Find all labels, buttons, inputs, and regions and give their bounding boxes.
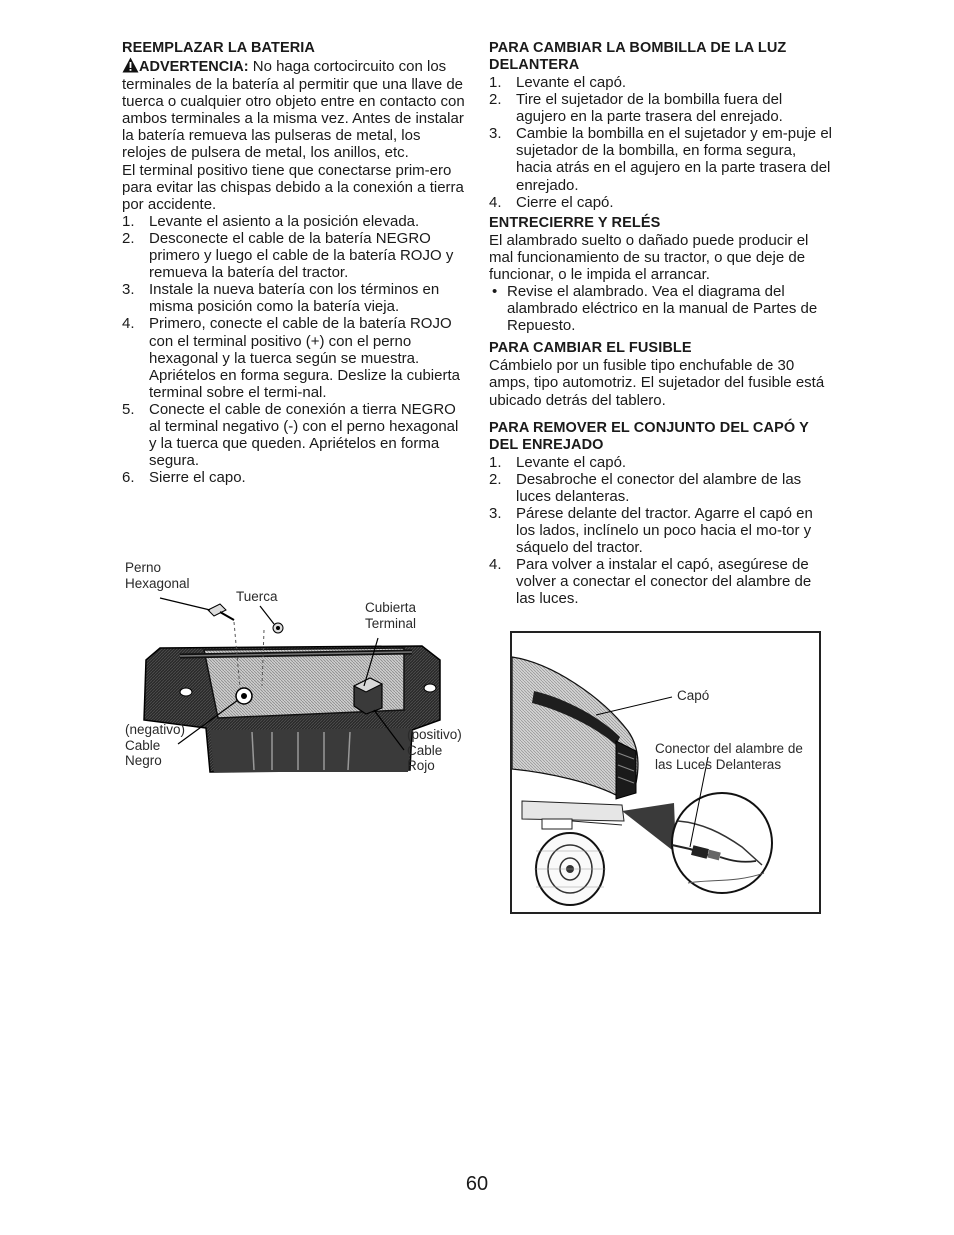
hood-figure bbox=[510, 631, 821, 914]
list-item: 2. Tire el sujetador de la bombilla fuera del agujero en la parte trasera del enrejado. bbox=[489, 91, 783, 126]
warning-text: No haga cortocircuito con los terminales de la batería al permitir que una llave de tuerca o cualquier otro objeto entre en contacto con ambos terminales a la misma vez. Antes de instalar la batería remueva las pulseras de metal, los relojes de pulsera de metal, los anillos, etc. bbox=[122, 58, 465, 162]
list-item: 1. Levante el capó. bbox=[489, 74, 627, 91]
bulb-heading: PARA CAMBIAR LA BOMBILLA DE LA LUZ DELANTERA bbox=[489, 40, 787, 73]
wiring-heading: ENTRECIERRE Y RELÉS bbox=[489, 214, 661, 231]
page-number: 60 bbox=[465, 1173, 489, 1195]
label-tuerca: Tuerca bbox=[236, 589, 278, 604]
battery-steps bbox=[122, 213, 467, 487]
list-item: 2. Desabroche el conector del alambre de las luces delanteras. bbox=[489, 470, 802, 505]
bolt-part bbox=[208, 604, 234, 620]
battery-figure bbox=[122, 560, 470, 780]
list-item: 4. Primero, conecte el cable de la batería ROJO con el terminal positivo (+) con el perno hexagonal y la tuerca según se muestra. Apriételos en forma segura. Deslize la cubierta terminal sobre el termi-nal. bbox=[122, 315, 460, 401]
warning-triangle-icon bbox=[122, 57, 139, 73]
list-item: 2. Desconecte el cable de la batería NEGRO primero y luego el cable de la batería ROJO y remueva la batería del tractor. bbox=[122, 229, 454, 282]
list-item: 4. Para volver a instalar el capó, asegúrese de volver a conectar el conector del alambre de las luces. bbox=[489, 556, 812, 608]
list-item: 3. Instale la nueva batería con los términos en misma posición como la batería vieja. bbox=[122, 281, 440, 316]
label-perno: Perno Hexagonal bbox=[125, 560, 190, 591]
right-column bbox=[489, 40, 834, 607]
battery-heading: REEMPLAZAR LA BATERIA bbox=[122, 40, 316, 56]
bulb-steps bbox=[489, 74, 834, 211]
list-item: 6. Sierre el capo. bbox=[122, 469, 246, 487]
list-item: 3. Cambie la bombilla en el sujetador y em-puje el sujetador de la bombilla, en forma segura, hacia atrás en el agujero en la parte trasera del enrejado. bbox=[489, 125, 832, 194]
list-item: 3. Párese delante del tractor. Agarre el capó en los lados, inclínelo un poco hacia el mo-tor y sáquelo del tractor. bbox=[489, 504, 813, 557]
list-item: 4. Cierre el capó. bbox=[489, 193, 614, 211]
list-item: • Revise el alambrado. Vea el diagrama del alambrado eléctrico en la manual de Partes de Repuesto. bbox=[492, 283, 818, 335]
list-item: 1. Levante el capó. bbox=[489, 453, 627, 471]
battery-warning bbox=[122, 57, 467, 162]
battery-note: El terminal positivo tiene que conectarse prim-ero para evitar las chispas debido a la conexión a tierra por accidente. bbox=[122, 161, 464, 213]
hood-illustration bbox=[512, 633, 819, 912]
left-column bbox=[122, 40, 467, 486]
fuse-heading: PARA CAMBIAR EL FUSIBLE bbox=[489, 340, 692, 357]
label-capo: Capó bbox=[677, 688, 710, 703]
list-item: 1. Levante el asiento a la posición elevada. bbox=[122, 212, 420, 230]
label-conector: Conector del alambre de las Luces Delanteras bbox=[655, 741, 803, 772]
hood-steps bbox=[489, 454, 834, 608]
wiring-bullets bbox=[489, 283, 834, 334]
hood-heading: PARA REMOVER EL CONJUNTO DEL CAPÓ Y DEL ENREJADO bbox=[489, 419, 809, 453]
label-cubierta: Cubierta Terminal bbox=[365, 600, 417, 631]
fuse-text: Cámbielo por un fusible tipo enchufable de 30 amps, tipo automotriz. El sujetador del fusible está ubicado detrás del tablero. bbox=[489, 357, 825, 409]
label-cable-negro: (negativo) Cable Negro bbox=[125, 722, 186, 768]
warning-label: ADVERTENCIA: bbox=[139, 59, 249, 75]
list-item: 5. Conecte el cable de conexión a tierra NEGRO al terminal negativo (-) con el perno hexagonal y la tuerca que queden. Apriételos en forma segura. bbox=[122, 400, 459, 470]
label-cable-rojo: (positivo) Cable Rojo bbox=[407, 727, 462, 773]
wiring-text: El alambrado suelto o dañado puede producir el mal funcionamiento de su tractor, o que deje de funcionar, o le impida el arrancar. bbox=[489, 231, 809, 283]
